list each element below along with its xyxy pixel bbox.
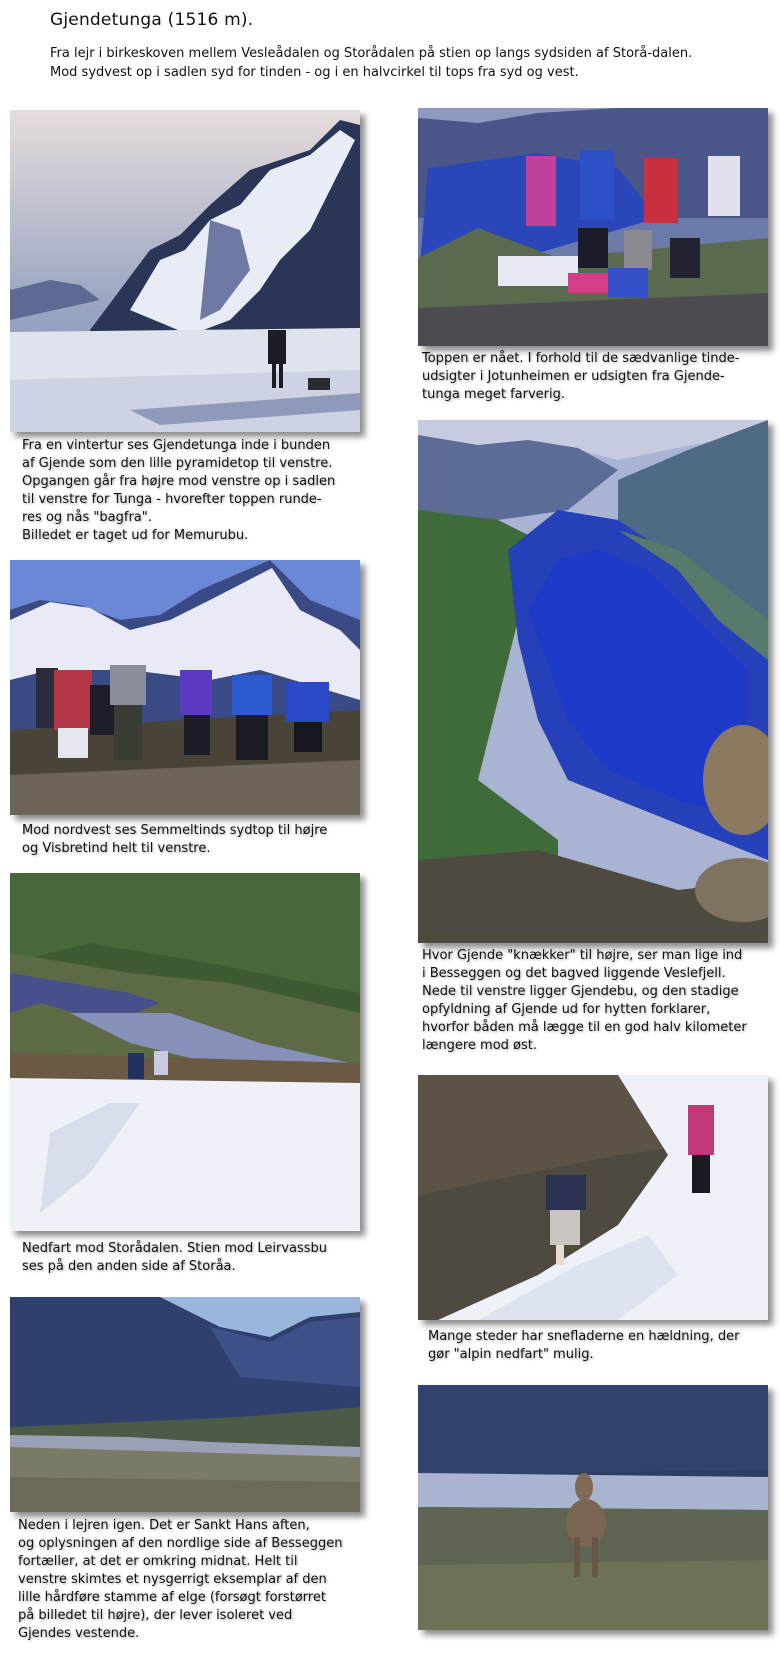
caption-line: venstre skimtes et nysgerrigt eksemplar af den: [18, 1572, 327, 1587]
caption-line: Toppen er nået. I forhold til de sædvanlige tinde-: [422, 351, 740, 366]
caption-line: Fra en vintertur ses Gjendetunga inde i bunden: [22, 438, 331, 453]
caption-line: tunga meget farverig.: [422, 387, 565, 402]
caption-line: lille hårdføre stamme af elge (forsøgt forstørret: [18, 1590, 326, 1605]
caption-line: og Visbretind helt til venstre.: [22, 841, 211, 856]
caption-line: hvorfor båden må lægge til en god halv kilometer: [422, 1020, 747, 1035]
caption-line: Hvor Gjende "knækker" til højre, ser man lige ind: [422, 948, 743, 963]
winter-view-caption: [22, 437, 335, 545]
descent-valley-photo: [10, 873, 360, 1231]
caption-line: Mod nordvest ses Semmeltinds sydtop til højre: [22, 823, 328, 838]
gjende-lake-photo: [418, 420, 768, 943]
caption-line: res og nås "bagfra".: [22, 510, 152, 525]
midnight-camp-photo: [10, 1297, 360, 1512]
snow-slope-caption: [428, 1328, 739, 1364]
caption-line: Nedfart mod Storådalen. Stien mod Leirvassbu: [22, 1241, 328, 1256]
intro-text: Fra lejr i birkeskoven mellem Vesleådalen og Storådalen på stien op langs sydsiden af Storå-dalen. Mod sydvest op i sadlen syd for tinden - og i en halvcirkel til tops fra syd og vest.: [50, 46, 693, 80]
winter-view-photo: [10, 110, 360, 432]
caption-line: Billedet er taget ud for Memurubu.: [22, 528, 249, 543]
caption-line: opfyldning af Gjende ud for hytten forklarer,: [422, 1002, 711, 1017]
elk-closeup-photo: [418, 1385, 768, 1630]
page-title: Gjendetunga (1516 m).: [50, 10, 254, 30]
summit-group-caption: [422, 350, 739, 404]
caption-line: Gjendes vestende.: [18, 1626, 140, 1641]
caption-line: udsigter i Jotunheimen er udsigten fra Gjende-: [422, 369, 725, 384]
caption-line: på billedet til højre), der lever isoleret ved: [18, 1608, 293, 1623]
caption-line: og oplysningen af den nordlige side af Besseggen: [18, 1536, 343, 1551]
summit-group-photo: [418, 108, 768, 346]
caption-line: Opgangen går fra højre mod venstre op i sadlen: [22, 474, 336, 489]
caption-line: længere mod øst.: [422, 1038, 538, 1053]
gjende-lake-caption: [422, 947, 747, 1055]
northwest-group-photo: [10, 560, 360, 815]
caption-line: gør "alpin nedfart" mulig.: [428, 1347, 594, 1362]
caption-line: Neden i lejren igen. Det er Sankt Hans aften,: [18, 1518, 310, 1533]
caption-line: til venstre for Tunga - hvorefter toppen runde-: [22, 492, 322, 507]
snow-slope-photo: [418, 1075, 768, 1320]
caption-line: i Besseggen og det bagved liggende Veslefjell.: [422, 966, 726, 981]
caption-line: af Gjende som den lille pyramidetop til venstre.: [22, 456, 333, 471]
caption-line: fortæller, at det er omkring midnat. Helt til: [18, 1554, 298, 1569]
northwest-group-caption: [22, 822, 327, 858]
caption-line: Nede til venstre ligger Gjendebu, og den stadige: [422, 984, 739, 999]
caption-line: ses på den anden side af Storåa.: [22, 1259, 236, 1274]
caption-line: Mange steder har snefladerne en hældning, der: [428, 1329, 740, 1344]
midnight-camp-caption: [18, 1517, 342, 1643]
descent-valley-caption: [22, 1240, 327, 1276]
